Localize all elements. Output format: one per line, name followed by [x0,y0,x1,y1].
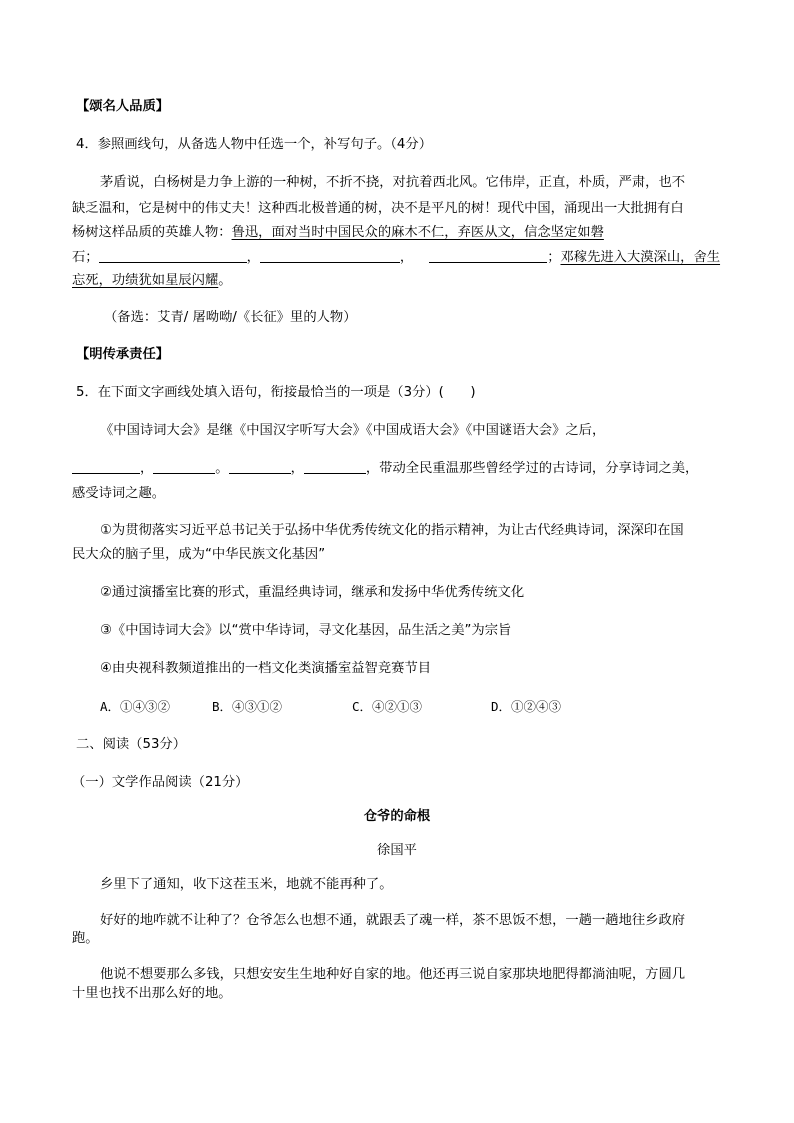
q5-item-2: ②通过演播室比赛的形式，重温经典诗词，继承和发扬中华优秀传统文化 [100,585,525,600]
q4-model-sentence: 鲁迅，面对当时中国民众的麻木不仁，弃医从文，信念坚定如磐 [231,225,604,240]
story-paragraph-2-line-2: 跑。 [72,931,99,946]
q4-answer-blank-2[interactable] [260,248,400,263]
q4-passage-line-4 [72,248,720,267]
q4-model-sentence-3: 忘死，功绩犹如星辰闪耀 [72,273,219,288]
q5-passage-text: ，带动全民重温那些曾经学过的古诗词，分享诗词之美， [365,461,699,476]
q5-choice-d[interactable]: D．①②④③ [491,699,562,714]
q5-item-1-line-2: 民大众的脑子里，成为“中华民族文化基因” [72,547,326,562]
q5-punctuation: ， [140,461,154,476]
story-author: 徐国平 [377,843,417,858]
story-title: 仓爷的命根 [363,809,431,824]
q5-blank-1[interactable] [72,459,140,474]
q4-punctuation: ； [547,250,561,265]
q5-blank-3[interactable] [229,459,291,474]
story-paragraph-3-line-1 [100,966,722,984]
story-paragraph-2-line-1 [100,912,722,930]
q5-choice-a[interactable]: A．①④③② [100,699,171,714]
q4-passage-text: 杨树这样品质的英雄人物： [72,225,232,240]
q4-punctuation: ； [85,250,99,265]
story-paragraph-1: 乡里下了通知，收下这茬玉米，地就不能再种了。 [100,877,393,892]
q5-blank-4[interactable] [304,459,366,474]
q4-answer-blank-3[interactable] [429,248,547,263]
q5-item-4: ④由央视科教频道推出的一档文化类演播室益智竞赛节目 [100,661,432,676]
q5-choice-c[interactable]: C．④②①③ [352,699,423,714]
q5-item-3: ③《中国诗词大会》以“赏中华诗词，寻文化基因，品生活之美”为宗旨 [100,623,512,638]
q4-passage-text: 石 [72,250,86,265]
q5-punctuation: ， [290,461,304,476]
q5-item-text: ①为贯彻落实习近平总书记关于弘扬中华优秀传统文化的指示精神，为让古代经典诗词，深深印在国 [100,523,684,538]
section-heading-inherit: 【明传承责任】 [76,347,170,362]
story-paragraph-3-line-2: 十里也找不出那么好的地。 [72,986,232,1001]
q4-punctuation: ， [246,250,260,265]
q4-options: （备选：艾青/ 屠呦呦/《长征》里的人物） [104,310,357,325]
q5-passage-line-2 [72,459,698,478]
q4-passage-text: 茅盾说，白杨树是力争上游的一种树，不折不挠，对抗着西北风。它伟岸，正直，朴质，严肃，也不 [100,175,686,190]
question-4-stem: 4．参照画线句，从备选人物中任选一个，补写句子。（4分） [76,137,432,152]
part-2-subheading: （一）文学作品阅读（21分） [72,775,249,790]
q4-passage-line-5 [72,272,232,290]
q5-punctuation: 。 [215,461,229,476]
q4-passage-line-2: 缺乏温和，它是树中的伟丈夫！这种西北极普通的树，决不是平凡的树！现代中国，涌现出一大批拥有白 [72,201,684,216]
question-5-stem: 5．在下面文字画线处填入语句，衔接最恰当的一项是（3分）( ) [76,385,476,400]
q4-punctuation: ， [399,250,414,265]
q4-passage-line-1 [100,174,722,192]
part-2-heading: 二、阅读（53分） [76,737,186,752]
q4-passage-line-3 [72,224,604,242]
q5-passage-line-1: 《中国诗词大会》是继《中国汉字听写大会》《中国成语大会》《中国谜语大会》之后， [100,423,606,438]
story-text: 好好的地咋就不让种了？仓爷怎么也想不通，就跟丢了魂一样，茶不思饭不想，一趟一趟地往乡政府 [100,913,686,928]
q5-passage-line-3: 感受诗词之趣。 [72,486,166,501]
q4-model-sentence-2: 邓稼先进入大漠深山，舍生 [560,250,721,265]
q4-answer-blank-1[interactable] [99,248,247,263]
story-text: 他说不想要那么多钱，只想安安生生地种好自家的地。他还再三说自家那块地肥得都淌油呢，方圆几 [100,967,686,982]
q5-blank-2[interactable] [153,459,215,474]
q5-choice-b[interactable]: B．④③①② [212,699,283,714]
q5-item-1-line-1 [100,522,722,540]
q4-punctuation: 。 [218,273,232,288]
section-heading-praise: 【颂名人品质】 [76,99,170,114]
